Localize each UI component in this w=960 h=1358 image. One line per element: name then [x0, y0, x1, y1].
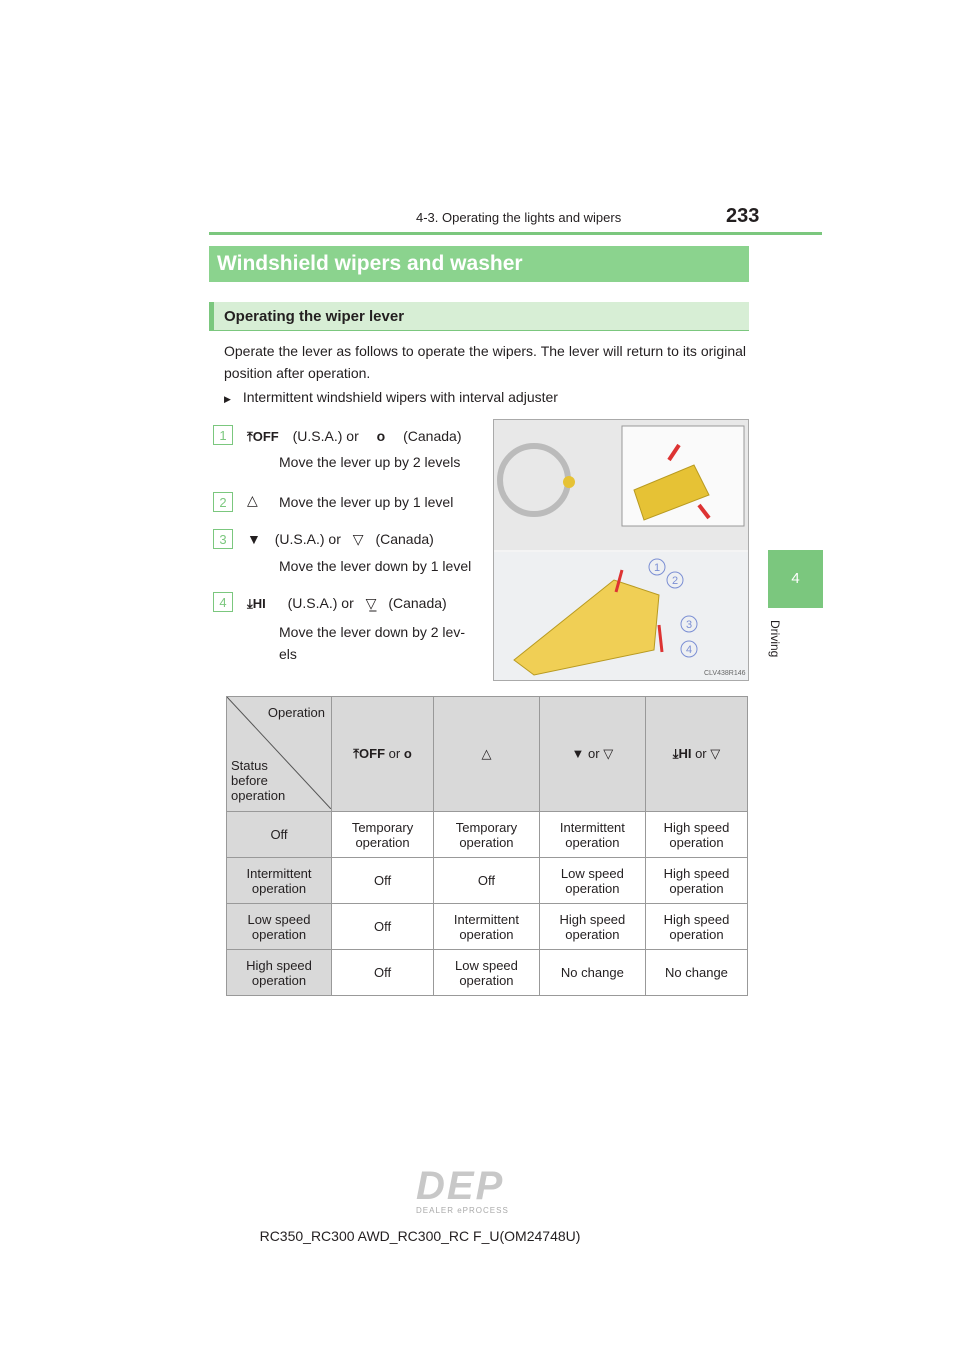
item-1-line: ⤒OFF (U.S.A.) or o (Canada)	[247, 428, 462, 444]
down-solid-icon: ▼	[247, 531, 261, 547]
down-solid-icon: ▼	[571, 746, 585, 761]
table-row	[227, 904, 748, 950]
table-cell: No change	[539, 950, 645, 996]
down-outline-icon: ▽	[352, 531, 364, 547]
callout-1: 1	[653, 562, 661, 574]
col-header-down2: ⤓HI or ▽	[645, 697, 747, 812]
wiper-lever-illustration	[493, 419, 749, 681]
item-4-desc: Move the lever down by 2 lev-els	[279, 624, 465, 662]
callout-3: 3	[685, 619, 693, 631]
page-number: 233	[726, 205, 760, 227]
table-cell: High speed operation	[539, 904, 645, 950]
chapter-tab-label: Driving	[768, 620, 782, 658]
table-cell: No change	[645, 950, 747, 996]
row-status: Intermittent operation	[227, 858, 332, 904]
table-cell: Off	[332, 950, 434, 996]
down-outline-icon: ▽	[603, 746, 614, 761]
item-3-desc: Move the lever down by 1 level	[279, 558, 472, 574]
table-cell: Low speed operation	[434, 950, 540, 996]
section-title: Windshield wipers and washer	[209, 246, 749, 282]
mist-o-icon: o	[376, 428, 386, 444]
item-4-line: ⤓HI (U.S.A.) or ▽̲ (Canada)	[247, 595, 447, 611]
wiper-off-symbol-icon: ⤒OFF	[247, 429, 279, 444]
double-down-outline-icon: ▽	[710, 746, 721, 761]
dealer-eprocess-logo: DEP DEALER ePROCESS	[416, 1164, 509, 1215]
table-cell: Off	[434, 858, 540, 904]
item-number-2: 2	[213, 492, 233, 512]
bullet-item	[224, 389, 558, 405]
intro-paragraph: Operate the lever as follows to operate the wipers. The lever will return to its original position after operation.	[224, 343, 746, 381]
table-cell: High speed operation	[645, 812, 747, 858]
col-header-down1: ▼ or ▽	[539, 697, 645, 812]
row-status: High speed operation	[227, 950, 332, 996]
table-cell: Temporary operation	[332, 812, 434, 858]
figure-code: CLV438R146	[704, 670, 746, 677]
wiper-off-symbol-icon: ⤒OFF	[353, 746, 386, 761]
item-number-1: 1	[213, 425, 233, 445]
table-header-row	[227, 697, 748, 812]
item-2-desc: Move the lever up by 1 level	[279, 494, 454, 510]
table-row	[227, 812, 748, 858]
table-cell: Intermittent operation	[434, 904, 540, 950]
row-status: Low speed operation	[227, 904, 332, 950]
table-cell: Off	[332, 858, 434, 904]
corner-bottom-label: Status before operation	[231, 758, 286, 803]
table-cell: Temporary operation	[434, 812, 540, 858]
item-number-3: 3	[213, 529, 233, 549]
subsection-title: Operating the wiper lever	[209, 302, 749, 331]
up-chevron-icon: △	[481, 746, 492, 761]
mist-o-icon: o	[403, 746, 412, 761]
triangle-bullet-icon: ▶	[224, 394, 231, 404]
table-row	[227, 858, 748, 904]
corner-header-cell	[227, 697, 332, 812]
table-cell: High speed operation	[645, 904, 747, 950]
col-header-up2: ⤒OFF or o	[332, 697, 434, 812]
col-header-up1	[434, 697, 540, 812]
callout-4: 4	[685, 644, 693, 656]
running-header-title: 4-3. Operating the lights and wipers	[416, 210, 622, 225]
item-3-line: ▼ (U.S.A.) or ▽ (Canada)	[247, 531, 434, 547]
table-cell: Off	[332, 904, 434, 950]
table-cell: Intermittent operation	[539, 812, 645, 858]
lever-diagram	[494, 420, 749, 681]
wiper-hi-symbol-icon: ⤓HI	[672, 746, 692, 761]
header-rule	[209, 232, 822, 235]
item-number-4: 4	[213, 592, 233, 612]
up-chevron-icon: △	[247, 492, 258, 508]
callout-2: 2	[671, 575, 679, 587]
row-status: Off	[227, 812, 332, 858]
bullet-text: Intermittent windshield wipers with interval adjuster	[242, 389, 558, 405]
chapter-tab: 4	[768, 550, 823, 608]
double-down-outline-icon: ▽̲	[365, 595, 377, 611]
table-cell: High speed operation	[645, 858, 747, 904]
table-row	[227, 950, 748, 996]
operation-table	[226, 696, 748, 996]
item-1-desc: Move the lever up by 2 levels	[279, 454, 461, 470]
table-cell: Low speed operation	[539, 858, 645, 904]
footer-model-code: RC350_RC300 AWD_RC300_RC F_U(OM24748U)	[259, 1228, 581, 1244]
corner-top-label: Operation	[267, 705, 325, 720]
wiper-hi-symbol-icon: ⤓HI	[247, 596, 266, 611]
